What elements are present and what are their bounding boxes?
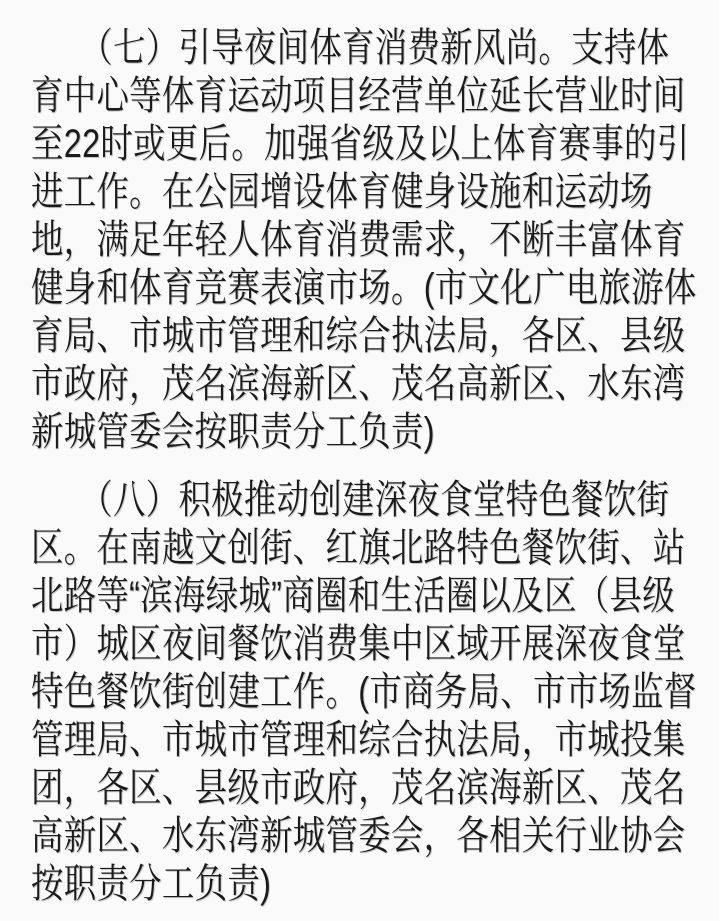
text-line: 健身和体育竞赛表演市场。(市文化广电旅游体 bbox=[31, 266, 697, 310]
text-line: 市政府，茂名滨海新区、茂名高新区、水东湾 bbox=[31, 362, 686, 406]
text-line: 至22时或更后。加强省级及以上体育赛事的引 bbox=[31, 122, 690, 166]
text-line: 管理局、市城市管理和综合执法局，市城投集 bbox=[31, 718, 686, 762]
text-line: 育中心等体育运动项目经营单位延长营业时间 bbox=[31, 74, 686, 118]
paragraph-item-8 bbox=[31, 476, 695, 908]
text-line: 北路等“滨海绿城”商圈和生活圈以及区（县级 bbox=[31, 574, 675, 618]
paragraph-item-7 bbox=[31, 24, 695, 456]
text-line: 区。在南越文创街、红旗北路特色餐饮街、站 bbox=[31, 526, 686, 570]
document-scroll-area[interactable] bbox=[31, 24, 695, 921]
text-line: （七）引导夜间体育消费新风尚。支持体 bbox=[31, 26, 670, 70]
text-line: 育局、市城市管理和综合执法局，各区、县级 bbox=[31, 314, 686, 358]
text-line: 地，满足年轻人体育消费需求，不断丰富体育 bbox=[31, 218, 686, 262]
text-line: 新城管委会按职责分工负责) bbox=[31, 410, 435, 454]
text-line: 进工作。在公园增设体育健身设施和运动场 bbox=[31, 170, 653, 214]
text-line: 按职责分工负责) bbox=[31, 862, 272, 906]
text-line: 市）城区夜间餐饮消费集中区域开展深夜食堂 bbox=[31, 622, 686, 666]
text-line: 特色餐饮街创建工作。(市商务局、市市场监督 bbox=[31, 670, 697, 714]
text-line: （八）积极推动创建深夜食堂特色餐饮街 bbox=[31, 478, 670, 522]
text-line: 团，各区、县级市政府，茂名滨海新区、茂名 bbox=[31, 766, 686, 810]
text-line: 高新区、水东湾新城管委会，各相关行业协会 bbox=[31, 814, 686, 858]
